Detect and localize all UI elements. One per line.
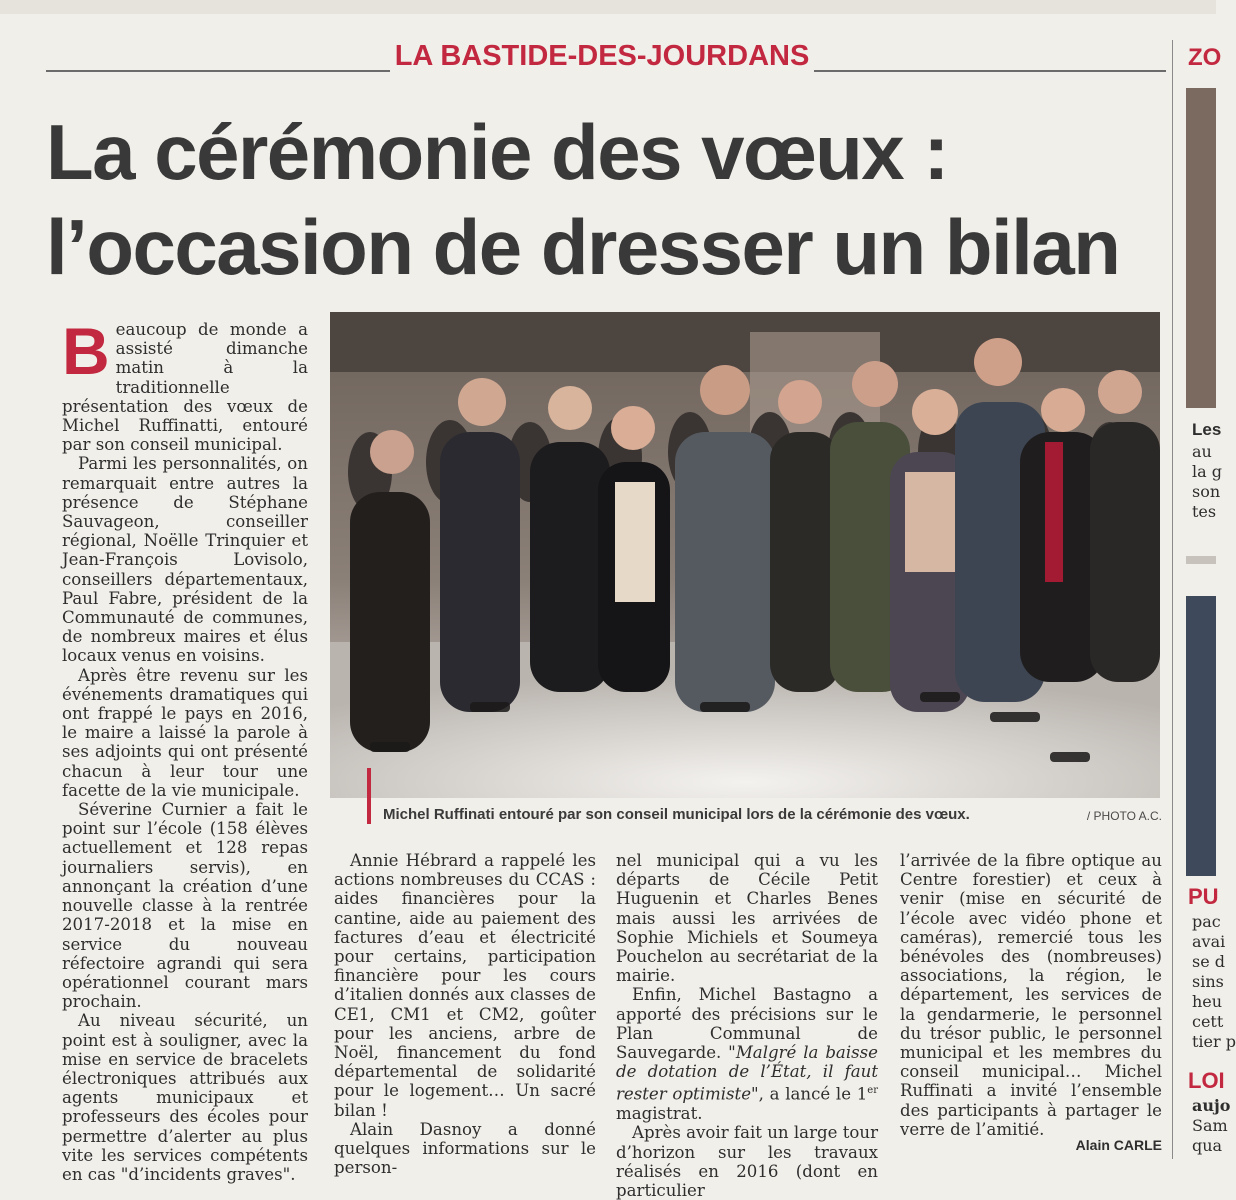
ordinal-superscript: er [867, 1085, 878, 1097]
paragraph-events: Après être revenu sur les événements dramatiques qui ont frappé le pays en 2016, le maire a laissé la parole à ses adjoints qui ont présenté chacun à leur tour une facette de la vie municipale. [62, 665, 308, 800]
adjacent-photo-mid [1186, 596, 1216, 876]
adjacent-pu-line: avai [1192, 932, 1226, 951]
adjacent-pu-line: heu [1192, 992, 1223, 1011]
adjacent-pu-line: se d [1192, 952, 1226, 971]
lead-paragraph [62, 314, 308, 455]
paragraph-works-end: l’arrivée de la fibre optique au Centre forestier) et ceux à venir (mise en sécurité de l’école avec vidéo phone et caméras), remercié tous les bénévoles des (nombreuses) associations, la région, le département, les services de la gendarmerie, le personnel du trésor public, le personnel municipal et les membres du conseil municipal… Michel Ruffinati a invité l’ensemble des participants à partager le verre de l’amitié. [900, 851, 1162, 1139]
paragraph-staff-end: nel municipal qui a vu les départs de Cécile Petit Huguenin et Charles Benes mais aussi les arrivées de Sophie Michiels et Soumeya Pouchelon au secrétariat de la mairie. [616, 851, 878, 986]
group-photo-illustration [330, 312, 1160, 798]
adjacent-pu-line: pac [1192, 912, 1221, 931]
adjacent-item-line: tes [1192, 502, 1217, 521]
adjacent-item-line: la g [1192, 462, 1222, 481]
paragraph-school: Séverine Curnier a fait le point sur l’école (158 élèves actuellement et 128 repas journaliers servis), en annonçant la création d’une nouvelle classe à la rentrée 2017-2018 et la mise en service du nouveau réfectoire agrandi qui sera opérationnel courant mars prochain. [62, 800, 308, 1012]
drop-cap: B [62, 314, 110, 388]
adjacent-pu-line: tier p [1192, 1032, 1236, 1051]
column-divider [1172, 40, 1173, 1159]
adjacent-lo-line: Sam [1192, 1116, 1228, 1135]
photo-caption: Michel Ruffinati entouré par son conseil municipal lors de la cérémonie des vœux. [383, 806, 970, 823]
sauvegarde-text-b: ", a lancé le 1 [751, 1084, 868, 1104]
lead-text: eaucoup de monde a assisté dimanche matin à la traditionnelle présentation des vœux de Michel Ruffinatti, entouré par son conseil municipal. [62, 320, 308, 455]
paragraph-ccas: Annie Hébrard a rappelé les actions nombreuses du CCAS : aides financières pour la cantine, aide au paiement des factures d’eau et électricité pour certains, participation financière pour les cours d’italien donnés aux classes de CE1, CM1 et CM2, goûter pour les anciens, arbre de Noël, financement du fond départemental de solidarité pour le logement… Un sacré bilan ! [334, 851, 596, 1120]
kicker-rule-left [46, 70, 390, 72]
caption-accent-bar [367, 768, 371, 824]
adjacent-pu-line: sins [1192, 972, 1224, 991]
article-column-2 [334, 851, 596, 1177]
headline-line-1: La cérémonie des vœux : [46, 108, 948, 196]
article-kicker: LA BASTIDE-DES-JOURDANS [394, 40, 810, 72]
adjacent-item-line: au [1192, 442, 1212, 461]
sauvegarde-text-c: magistrat. [616, 1104, 703, 1124]
adjacent-rule [1186, 556, 1216, 564]
photo-credit: / PHOTO A.C. [1086, 809, 1162, 823]
adjacent-section-head-pu: PU [1188, 884, 1219, 909]
article-headline [46, 105, 1166, 295]
paragraph-staff-start: Alain Dasnoy a donné quelques informations sur le person- [334, 1119, 596, 1178]
paragraph-security: Au niveau sécurité, un point est à souligner, avec la mise en service de bracelets électroniques attribués aux agents municipaux et professeurs des écoles pour permettre d’alerter au plus vite les services compétents en cas "d’incidents graves". [62, 1011, 308, 1184]
page-top-strip [0, 0, 1216, 14]
article-column-4 [900, 851, 1162, 1139]
article-author: Alain CARLE [1075, 1137, 1162, 1153]
adjacent-section-head: ZO [1188, 44, 1222, 71]
adjacent-lo-line: qua [1192, 1136, 1223, 1155]
adjacent-item-line: son [1192, 482, 1221, 501]
headline-line-2: l’occasion de dresser un bilan [46, 203, 1120, 291]
paragraph-sauvegarde [616, 985, 878, 1123]
mayor-quote: Malgré la baisse de dotation de l’État, il faut rester optimiste [616, 1043, 878, 1104]
article-column-1 [62, 314, 308, 1184]
paragraph-works-start: Après avoir fait un large tour d’horizon sur les travaux réalisés en 2016 (dont en particulier [616, 1123, 878, 1200]
kicker-rule-right [814, 70, 1166, 72]
adjacent-lo-line: aujo [1192, 1096, 1231, 1115]
adjacent-photo-top [1186, 88, 1216, 408]
paragraph-personalities: Parmi les personnalités, on remarquait entre autres la présence de Stéphane Sauvageon, conseiller régional, Noëlle Trinquier et Jean-François Lovisolo, conseillers départementaux, Paul Fabre, président de la Communauté de communes, de nombreux maires et élus locaux venus en voisins. [62, 454, 308, 666]
adjacent-section-head-lo: LOI [1188, 1068, 1225, 1093]
article-photo [330, 312, 1160, 798]
adjacent-item-title: Les [1192, 420, 1222, 439]
sauvegarde-text-a: Enfin, Michel Bastagno a apporté des précisions sur le Plan Communal de Sauvegarde. " [616, 985, 878, 1063]
adjacent-pu-line: cett [1192, 1012, 1224, 1031]
article-column-3 [616, 851, 878, 1200]
